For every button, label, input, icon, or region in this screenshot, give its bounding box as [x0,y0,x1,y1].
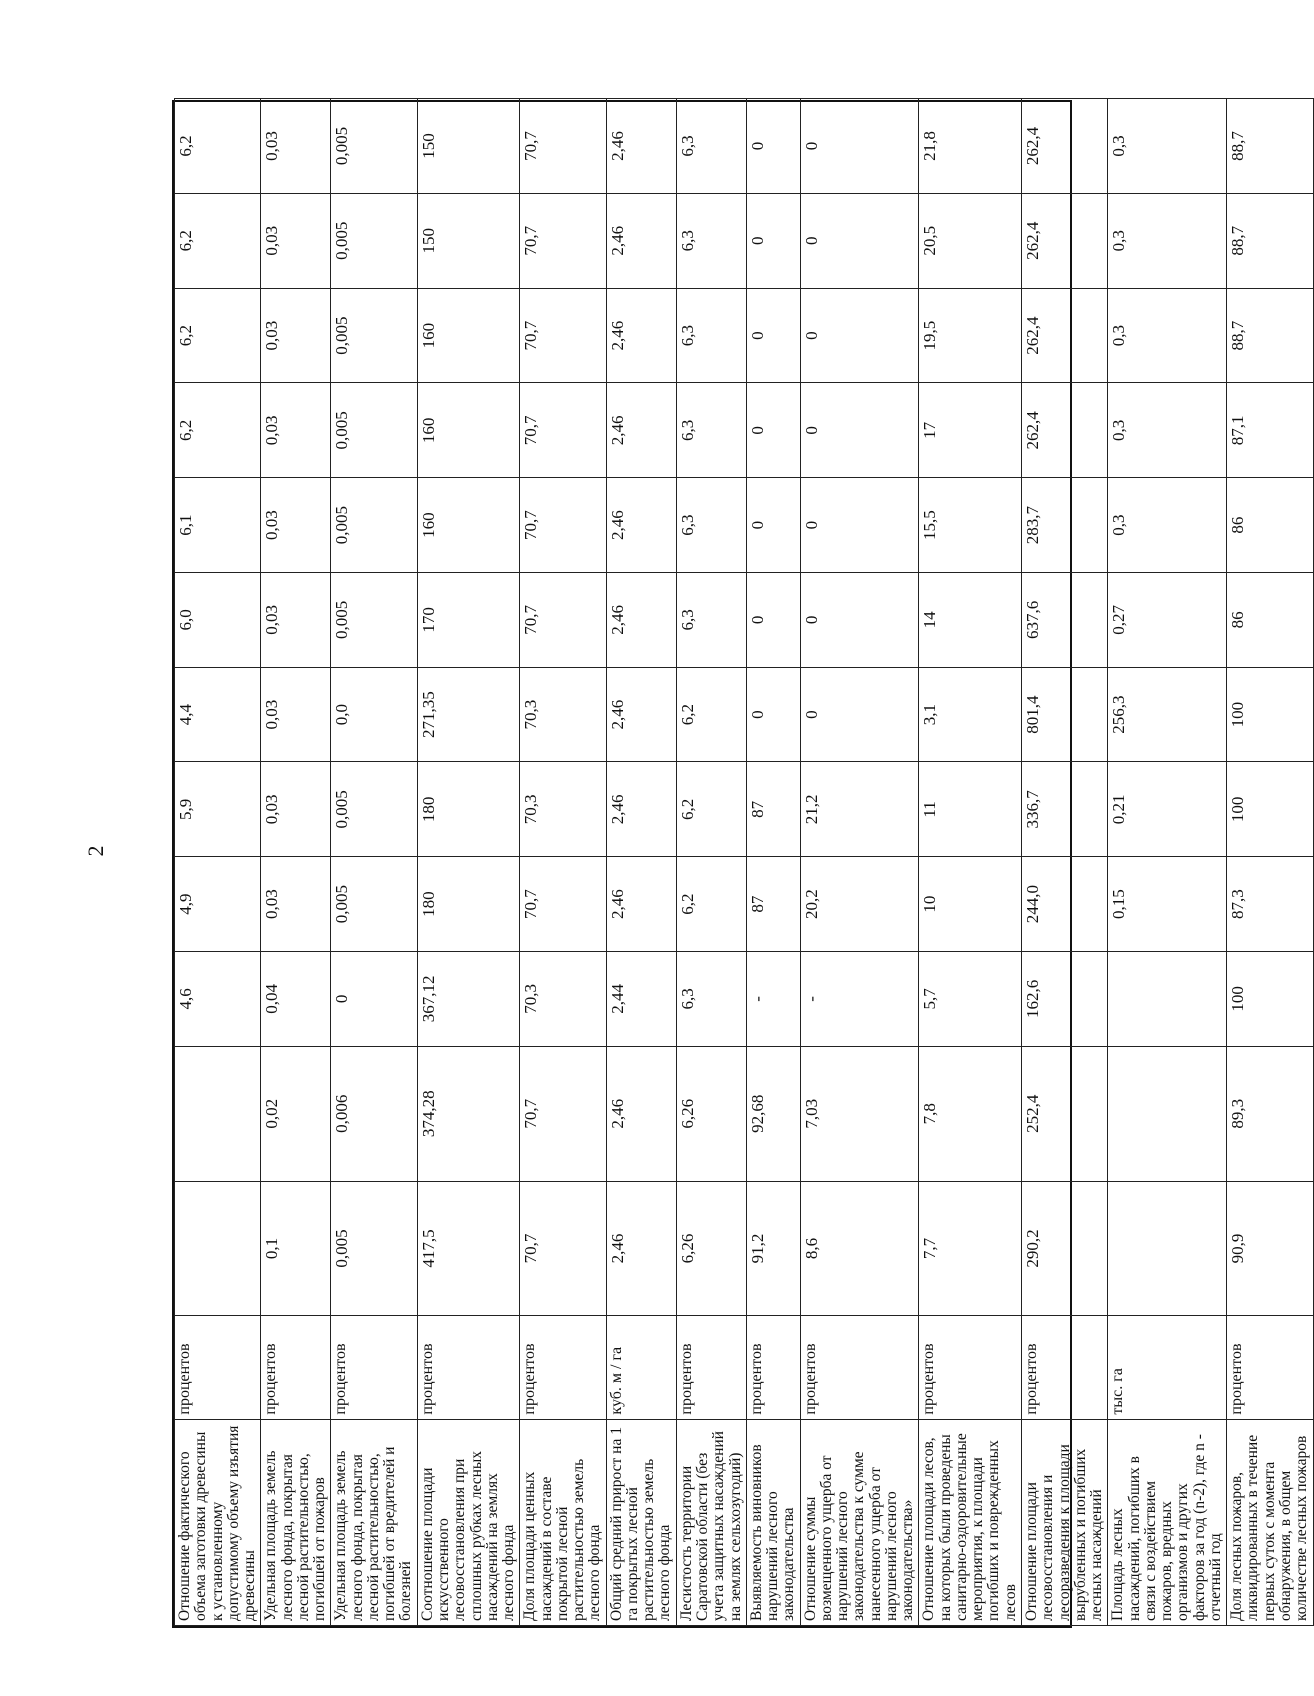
indicator-name: Соотношение площади искусственного лесовосстановления при сплошных рубках лесных насаждений на землях лесного фонда [417,1419,520,1625]
rotated-table-container [174,98,1314,1626]
indicator-value: 0 [800,572,919,667]
indicator-value: 2,46 [606,99,676,194]
indicator-value: 0,005 [331,478,417,573]
indicator-value: 0,03 [261,572,331,667]
indicator-value: 0,3 [1108,193,1227,288]
indicator-value: 4,4 [175,667,261,762]
indicator-name: Доля площади ценных насаждений в составе покрытой лесной растительностью земель лесного фонда [520,1419,606,1625]
indicator-value: 0 [746,667,800,762]
indicator-value: 11 [919,762,1022,857]
indicator-value: 0,21 [1108,762,1227,857]
indicator-value: 0 [746,383,800,478]
indicator-value: 2,46 [606,667,676,762]
indicator-unit: процентов [520,1316,606,1419]
table-row [331,99,417,1626]
indicator-value: 4,9 [175,857,261,952]
indicator-unit: процентов [800,1316,919,1419]
indicator-unit: процентов [676,1316,746,1419]
indicator-value: 162,6 [1022,952,1108,1047]
indicator-unit: процентов [919,1316,1022,1419]
indicator-value: 180 [417,857,520,952]
indicator-value: 6,3 [676,99,746,194]
indicator-value: 0 [746,478,800,573]
indicator-value: 2,46 [606,478,676,573]
table-row [746,99,800,1626]
indicator-value: 70,7 [520,288,606,383]
indicator-value: 5,9 [175,762,261,857]
indicator-value: 7,8 [919,1046,1022,1181]
indicator-value [1108,1046,1227,1181]
indicator-value: 0,03 [261,667,331,762]
indicator-value: 262,4 [1022,288,1108,383]
indicator-value: 0 [800,288,919,383]
indicators-table-frame [172,100,1311,1628]
indicator-value: 20,2 [800,857,919,952]
indicator-value: 6,3 [676,572,746,667]
indicator-value: 87,3 [1227,857,1313,952]
indicator-value: 0 [800,99,919,194]
indicator-value: 170 [417,572,520,667]
indicator-unit: куб. м / га [606,1316,676,1419]
indicator-value: 14 [919,572,1022,667]
indicator-value: 0,15 [1108,857,1227,952]
indicator-value: 0,005 [331,1181,417,1316]
indicator-value: 262,4 [1022,99,1108,194]
indicator-unit: процентов [417,1316,520,1419]
indicator-value: 160 [417,288,520,383]
indicator-value: 6,3 [676,288,746,383]
indicator-value: 6,2 [676,762,746,857]
indicator-unit: процентов [1022,1316,1108,1419]
indicator-value: 6,3 [676,478,746,573]
indicator-value: 0 [800,383,919,478]
indicator-value: 8,6 [800,1181,919,1316]
indicator-value: 21,2 [800,762,919,857]
indicator-value: 0,03 [261,288,331,383]
indicator-unit: процентов [1227,1316,1313,1419]
indicator-value: 374,28 [417,1046,520,1181]
indicator-value: 290,2 [1022,1181,1108,1316]
page-number: 2 [83,845,108,857]
indicator-value: 6,2 [175,99,261,194]
indicator-name: Общий средний прирост на 1 га покрытых лесной растительностью земель лесного фонда [606,1419,676,1625]
indicator-value: 20,5 [919,193,1022,288]
indicator-value: 256,3 [1108,667,1227,762]
table-row [520,99,606,1626]
indicator-value: 6,26 [676,1046,746,1181]
indicator-value: 0,1 [261,1181,331,1316]
indicator-value: 87,1 [1227,383,1313,478]
indicator-value: 6,1 [175,478,261,573]
indicator-value: 0,3 [1108,478,1227,573]
indicator-value: 70,7 [520,857,606,952]
indicator-value: 160 [417,383,520,478]
indicator-value: 6,2 [175,383,261,478]
indicator-value: 0 [800,667,919,762]
indicator-name: Отношение площади лесов, на которых были проведены санитарно-оздоровительные мероприятия, к площади погибших и поврежденных лесов [919,1419,1022,1625]
indicator-value: 262,4 [1022,383,1108,478]
indicator-value: 0,03 [261,383,331,478]
indicator-value: 70,7 [520,1046,606,1181]
indicator-value: 6,3 [676,952,746,1047]
indicator-value: 0,3 [1108,288,1227,383]
table-row [261,99,331,1626]
indicator-value: 6,2 [175,288,261,383]
indicator-unit: процентов [746,1316,800,1419]
indicator-value: 17 [919,383,1022,478]
indicator-value: 6,2 [676,667,746,762]
indicator-value: 70,7 [520,383,606,478]
indicator-value: 801,4 [1022,667,1108,762]
indicator-value: 0,0 [331,667,417,762]
indicator-value: 70,3 [520,762,606,857]
indicator-value: 0 [800,193,919,288]
indicator-value: 180 [417,762,520,857]
indicator-value: 6,3 [676,383,746,478]
indicator-value: 70,7 [520,478,606,573]
indicator-value: 244,0 [1022,857,1108,952]
indicator-unit: процентов [261,1316,331,1419]
indicator-value: 336,7 [1022,762,1108,857]
indicator-value: 88,7 [1227,193,1313,288]
indicator-value: 0,27 [1108,572,1227,667]
indicator-value: 2,46 [606,1181,676,1316]
table-row [1108,99,1227,1626]
indicator-value: 2,46 [606,572,676,667]
indicator-value: 100 [1227,762,1313,857]
indicator-value: 5,7 [919,952,1022,1047]
indicator-value: 88,7 [1227,288,1313,383]
indicator-value: 0 [331,952,417,1047]
indicator-value: 0 [800,478,919,573]
indicator-value [175,1181,261,1316]
table-row [606,99,676,1626]
indicator-value: 91,2 [746,1181,800,1316]
indicator-value: 100 [1227,667,1313,762]
indicator-value: 88,7 [1227,99,1313,194]
indicator-unit: тыс. га [1108,1316,1227,1419]
indicators-table [174,98,1314,1626]
indicator-value: 3,1 [919,667,1022,762]
indicator-value: 0,005 [331,99,417,194]
indicator-value: 90,9 [1227,1181,1313,1316]
indicator-value: 262,4 [1022,193,1108,288]
indicator-value: 21,8 [919,99,1022,194]
indicator-value: 89,3 [1227,1046,1313,1181]
indicator-value: 0,02 [261,1046,331,1181]
table-row [175,99,261,1626]
indicator-value [1108,1181,1227,1316]
indicator-value: 6,2 [676,857,746,952]
indicator-value: 15,5 [919,478,1022,573]
table-row [676,99,746,1626]
indicator-value [175,1046,261,1181]
indicator-value: 367,12 [417,952,520,1047]
table-row [1022,99,1108,1626]
indicator-value: 417,5 [417,1181,520,1316]
indicator-value: 70,7 [520,572,606,667]
indicator-value [1108,952,1227,1047]
indicator-value: 0,03 [261,857,331,952]
indicator-value: 7,03 [800,1046,919,1181]
indicator-unit: процентов [331,1316,417,1419]
indicator-value: 6,26 [676,1181,746,1316]
indicator-name: Удельная площадь земель лесного фонда, покрытая лесной растительностью, погибшей от вредителей и болезней [331,1419,417,1625]
indicator-value: 2,46 [606,762,676,857]
indicator-value: 252,4 [1022,1046,1108,1181]
indicator-value: 2,46 [606,857,676,952]
indicator-value: 150 [417,193,520,288]
indicator-name: Отношение площади лесовосстановления и лесоразведения к площади вырубленных и погибших лесных насаждений [1022,1419,1108,1625]
indicator-value: 0,005 [331,383,417,478]
indicator-name: Доля лесных пожаров, ликвидированных в течение первых суток с момента обнаружения, в общем количестве лесных пожаров [1227,1419,1313,1625]
indicator-value: 70,7 [520,1181,606,1316]
indicator-value: 70,3 [520,952,606,1047]
indicator-value: 7,7 [919,1181,1022,1316]
indicator-name: Удельная площадь земель лесного фонда, покрытая лесной растительностью, погибшей от пожаров [261,1419,331,1625]
indicator-value: 0,03 [261,478,331,573]
indicator-value: 0 [746,288,800,383]
indicator-value: - [800,952,919,1047]
table-row [800,99,919,1626]
indicator-name: Отношение фактического объема заготовки древесины к установленному допустимому объему изъятия древесины [175,1419,261,1625]
indicator-value: 87 [746,857,800,952]
indicator-value: 2,46 [606,383,676,478]
indicator-value: 150 [417,99,520,194]
indicator-value: 0 [746,99,800,194]
indicator-value: 4,6 [175,952,261,1047]
indicator-value: 100 [1227,952,1313,1047]
indicator-value: 92,68 [746,1046,800,1181]
indicator-value: 0 [746,193,800,288]
indicator-value: 271,35 [417,667,520,762]
indicator-value: 0,005 [331,288,417,383]
indicator-name: Отношение суммы возмещенного ущерба от нарушений лесного законодательства к сумме нанесенного ущерба от нарушений лесного законодательства» [800,1419,919,1625]
indicator-value: 283,7 [1022,478,1108,573]
table-row [417,99,520,1626]
indicator-value: 10 [919,857,1022,952]
indicator-value: 0,005 [331,193,417,288]
indicator-value: 0 [746,572,800,667]
indicator-value: 0,3 [1108,383,1227,478]
indicator-value: 0,3 [1108,99,1227,194]
table-row [919,99,1022,1626]
indicator-value: 0,03 [261,99,331,194]
indicator-value: 0,03 [261,193,331,288]
indicator-value: 70,7 [520,193,606,288]
indicator-value: 0,005 [331,762,417,857]
indicator-value: 70,3 [520,667,606,762]
indicator-value: 0,005 [331,572,417,667]
indicator-value: 6,3 [676,193,746,288]
table-row [1227,99,1313,1626]
indicator-value: 2,46 [606,1046,676,1181]
indicator-value: 637,6 [1022,572,1108,667]
indicator-value: 2,44 [606,952,676,1047]
indicator-value: 70,7 [520,99,606,194]
indicator-value: 0,006 [331,1046,417,1181]
indicator-value: 0,005 [331,857,417,952]
indicator-name: Выявляемость виновников нарушений лесного законодательства [746,1419,800,1625]
indicator-value: 86 [1227,572,1313,667]
indicator-value: 0,03 [261,762,331,857]
indicator-value: 6,2 [175,193,261,288]
indicator-value: 0,04 [261,952,331,1047]
indicator-value: 87 [746,762,800,857]
indicator-name: Площадь лесных насаждений, погибших в связи с воздействием пожаров, вредных организмов и других факторов за год (n-2), где n - отчетный год [1108,1419,1227,1625]
indicator-value: 19,5 [919,288,1022,383]
indicator-value: 2,46 [606,193,676,288]
indicator-name: Лесистость территории Саратовской области (без учета защитных насаждений на землях сельхозугодий) [676,1419,746,1625]
indicator-unit: процентов [175,1316,261,1419]
indicator-value: 160 [417,478,520,573]
indicator-value: 86 [1227,478,1313,573]
indicator-value: 6,0 [175,572,261,667]
indicator-value: - [746,952,800,1047]
indicator-value: 2,46 [606,288,676,383]
